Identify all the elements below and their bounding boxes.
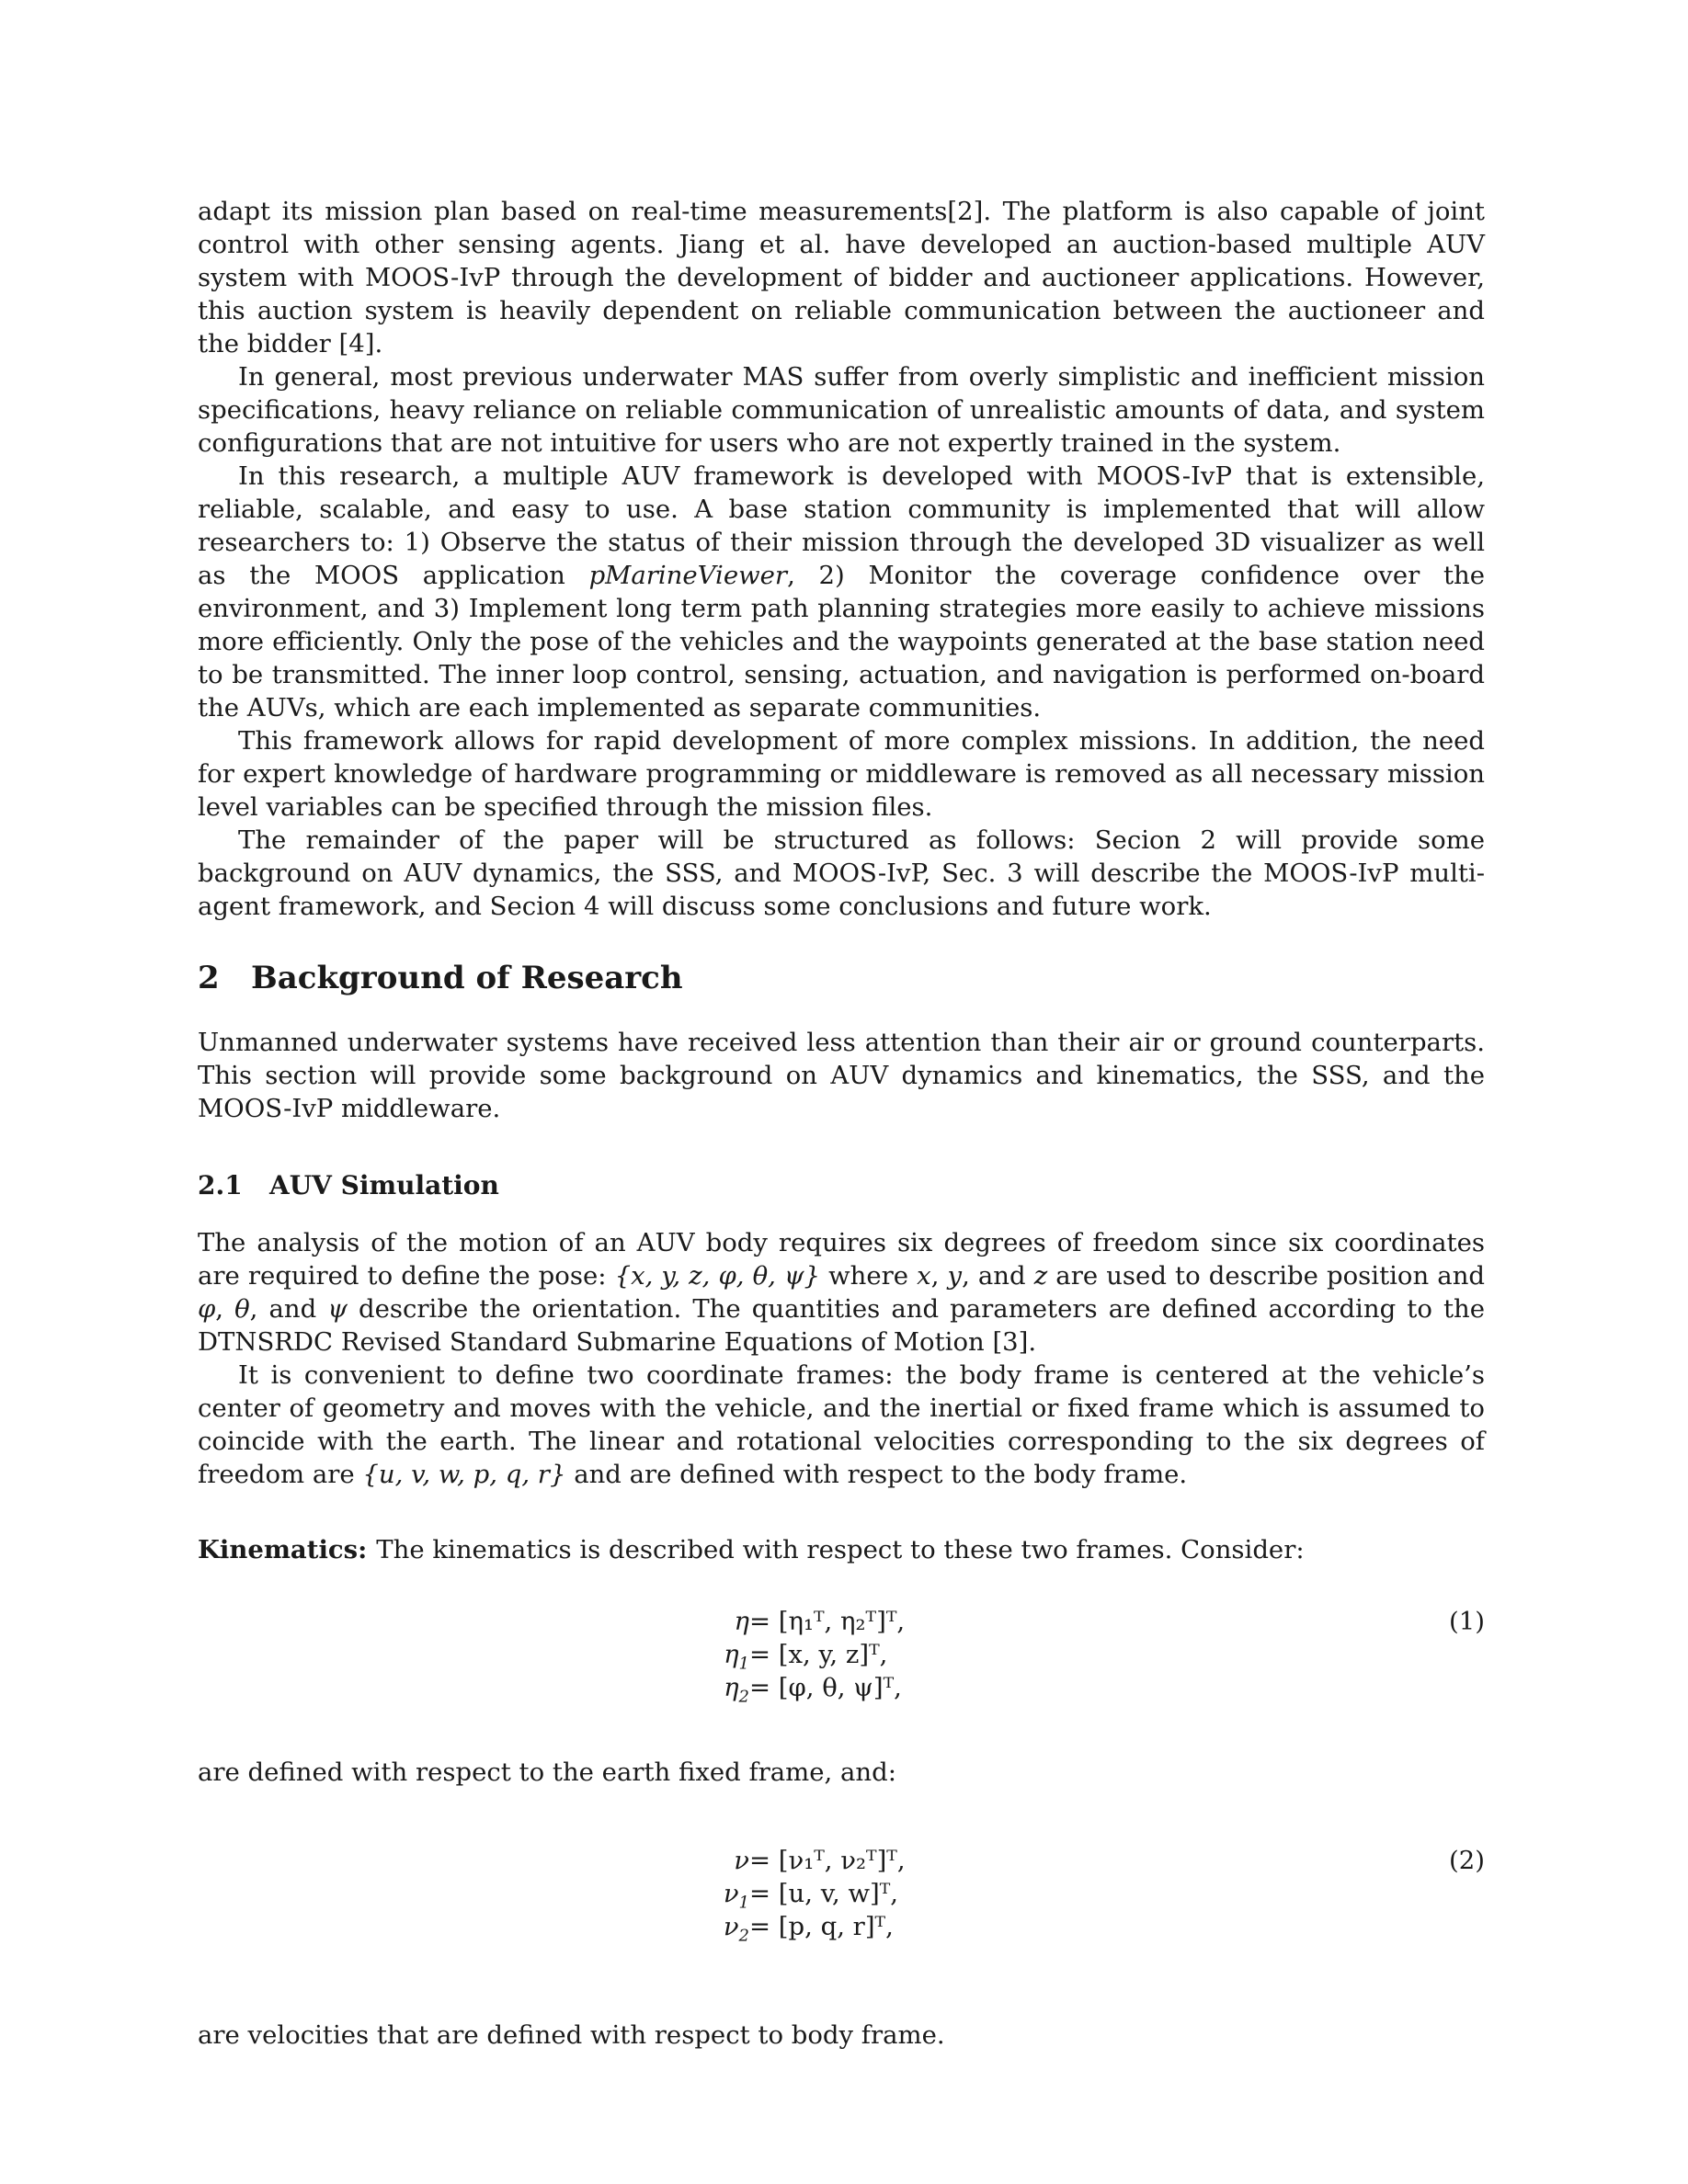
equation-lhs [734, 1844, 749, 1877]
equation-rhs: = [φ, θ, ψ]ᵀ, [749, 1673, 902, 1702]
pmarineviewer-app-name: pMarineViewer [588, 561, 788, 590]
text-run: describe the orientation. The quantities and parameters are defined according to the DTNSRDC Revised Standard Submarine Equations of Motion [3]. [198, 1294, 1486, 1357]
section-2-paragraph: Unmanned underwater systems have received less attention than their air or ground counterparts. This section will provide some background on AUV dynamics and kinematics, the SSS, and the MOOS-IvP middleware. [198, 1028, 1485, 1123]
intro-paragraph-3 [198, 460, 1485, 724]
body-frame-sentence: are velocities that are defined with respect to body frame. [198, 2020, 945, 2050]
equation-1-row [198, 1671, 1485, 1707]
lhs-symbol: ν [723, 1912, 739, 1941]
math-y: y [947, 1261, 963, 1291]
equation-2-row [198, 1844, 1485, 1877]
equation-number: (2) [1449, 1846, 1485, 1875]
text-run: The analysis of the motion of an AUV body requires six degrees of freedom since six coordinates are required to define the pose: [198, 1228, 1485, 1291]
section-2-number: 2 [198, 960, 220, 996]
equation-rhs: = [p, q, r]ᵀ, [749, 1912, 894, 1941]
section-2-1-number: 2.1 [198, 1170, 243, 1200]
equation-rhs: = [ν₁ᵀ, ν₂ᵀ]ᵀ, [749, 1846, 906, 1875]
auv-simulation-paragraph-2 [198, 1359, 1485, 1491]
equation-lhs [724, 1671, 749, 1707]
section-2-heading [198, 958, 1485, 998]
math-z: z [1033, 1261, 1048, 1291]
text-run: , and [249, 1294, 328, 1324]
lhs-symbol: η [724, 1640, 739, 1669]
equation-lhs [735, 1605, 749, 1638]
text-run: , [215, 1294, 235, 1324]
text-run: are used to describe position and [1047, 1261, 1486, 1291]
intro-paragraph-3-text-a: In this research, a multiple AUV framework is developed with MOOS-IvP that is extensible, reliable, scalable, and easy to use. A base station community is implemented that will allow researchers to: 1) Observe the status of their mission through the developed 3D visualizer as well as the MOOS application [198, 461, 1485, 590]
kinematics-text: The kinematics is described with respect to these two frames. Consider: [376, 1535, 1305, 1564]
text-run: and are defined with respect to the body frame. [565, 1460, 1188, 1489]
equation-rhs: = [u, v, w]ᵀ, [749, 1879, 899, 1908]
lhs-subscript: 1 [738, 1654, 749, 1674]
equation-number: (1) [1449, 1607, 1485, 1636]
math-psi: ψ [327, 1294, 348, 1324]
equation-lhs [724, 1638, 749, 1674]
paper-page [198, 195, 1485, 2052]
kinematics-heading: Kinematics: [198, 1535, 368, 1564]
intro-paragraph-1: adapt its mission plan based on real-time measurements[2]. The platform is also capable of joint control with other sensing agents. Jiang et al. have developed an auction-based multiple AUV system with MOOS-IvP through the development of bidder and auctioneer applications. However, this auction system is heavily dependent on reliable communication between the auctioneer and the bidder [4]. [198, 197, 1485, 358]
equation-2-row [198, 1877, 1485, 1913]
intro-paragraph-3-text-b: , 2) Monitor the coverage confidence over the environment, and 3) Implement long term path planning strategies more easily to achieve missions more efficiently. Only the pose of the vehicles and the waypoints generated at the base station need to be transmitted. The inner loop control, sensing, actuation, and navigation is performed on-board the AUVs, which are each implemented as separate communities. [198, 561, 1485, 722]
kinematics-paragraph [198, 1533, 1485, 1566]
lhs-subscript: 1 [738, 1893, 749, 1913]
text-run: It is convenient to define two coordinate frames: the body frame is centered at the vehicle’s center of geometry and moves with the vehicle, and the inertial or fixed frame which is assumed to coincide with the earth. The linear and rotational velocities corresponding to the six degrees of freedom are [198, 1360, 1485, 1489]
equation-1-row [198, 1638, 1485, 1674]
math-x: x [917, 1261, 931, 1291]
equation-lhs [723, 1910, 749, 1946]
text-run: , [930, 1261, 948, 1291]
section-2-1-heading [198, 1169, 1485, 1202]
lhs-symbol: η [724, 1673, 739, 1702]
pose-set: {x, y, z, φ, θ, ψ} [614, 1261, 821, 1291]
math-theta: θ [234, 1294, 250, 1324]
equation-rhs: = [η₁ᵀ, η₂ᵀ]ᵀ, [749, 1607, 906, 1636]
text-run: , and [962, 1261, 1034, 1291]
equation-1 [198, 1605, 1485, 1734]
equation-lhs [723, 1877, 749, 1913]
auv-simulation-paragraph-1 [198, 1226, 1485, 1359]
lhs-symbol: η [734, 1607, 749, 1636]
equation-2-row [198, 1910, 1485, 1946]
equation-rhs: = [x, y, z]ᵀ, [749, 1640, 888, 1669]
velocity-set: {u, v, w, p, q, r} [362, 1460, 566, 1489]
lhs-subscript: 2 [738, 1687, 749, 1707]
equation-2 [198, 1844, 1485, 1973]
text-run: where [820, 1261, 918, 1291]
intro-paragraph-4: This framework allows for rapid development of more complex missions. In addition, the need for expert knowledge of hardware programming or middleware is removed as all necessary mission level variables can be specified through the mission files. [198, 726, 1485, 822]
section-2-1-title: AUV Simulation [269, 1170, 499, 1200]
equation-1-row [198, 1605, 1485, 1638]
lhs-symbol: ν [723, 1879, 739, 1908]
intro-paragraph-5: The remainder of the paper will be structured as follows: Secion 2 will provide some background on AUV dynamics, the SSS, and MOOS-IvP, Sec. 3 will describe the MOOS-IvP multi-agent framework, and Secion 4 will discuss some conclusions and future work. [198, 825, 1485, 921]
section-2-title: Background of Research [251, 960, 683, 996]
lhs-symbol: ν [734, 1846, 749, 1875]
intro-paragraph-2: In general, most previous underwater MAS suffer from overly simplistic and inefficient mission specifications, heavy reliance on reliable communication of unrealistic amounts of data, and system configurations that are not intuitive for users who are not expertly trained in the system. [198, 362, 1485, 458]
lhs-subscript: 2 [738, 1926, 749, 1946]
earth-frame-sentence: are defined with respect to the earth fixed frame, and: [198, 1757, 896, 1787]
math-phi: φ [198, 1294, 216, 1324]
